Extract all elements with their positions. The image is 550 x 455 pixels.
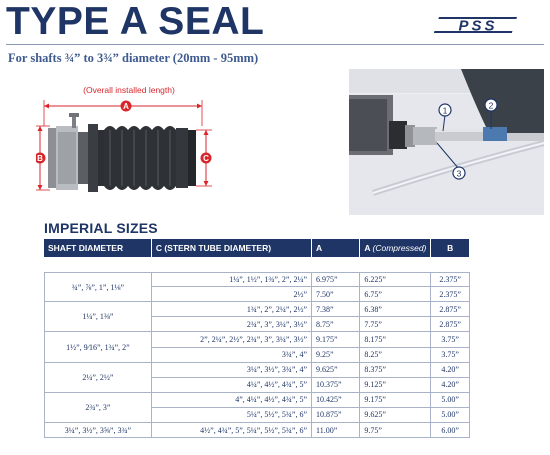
stern-cell: 2”, 2¼”, 2½”, 2¾”, 3”, 3¼”, 3½”: [152, 332, 312, 347]
a-compressed-cell: 8.375”: [360, 363, 431, 378]
stern-cell: 4”, 4¼”, 4½”, 4¾”, 5”: [152, 393, 312, 408]
stern-cell: 5¼”, 5½”, 5¾”, 6”: [152, 408, 312, 423]
callout-3-label: 3: [456, 168, 462, 179]
a-compressed-cell: 9.75”: [360, 423, 431, 438]
callout-2-label: 2: [488, 100, 494, 111]
a-compressed-cell: 9.125”: [360, 378, 431, 393]
a-compressed-cell: 9.175”: [360, 393, 431, 408]
page-title: TYPE A SEAL: [6, 0, 265, 43]
table-row: [44, 332, 470, 347]
a-compressed-note: (Compressed): [372, 243, 427, 253]
pss-logo: [434, 14, 518, 36]
table-row: [44, 423, 470, 438]
subtitle: For shafts ¾” to 3¾” diameter (20mm - 95mm): [8, 51, 259, 65]
b-cell: 4.20”: [431, 378, 470, 393]
table-row: [44, 272, 470, 287]
overall-length-label: (Overall installed length): [83, 86, 175, 95]
logo-text: PSS: [458, 17, 498, 35]
stern-cell: 1¼”, 1½”, 1¾”, 2”, 2¼”: [152, 272, 312, 287]
b-cell: 2.375”: [431, 287, 470, 302]
shaft-cell: 1¼”, 1⅜”: [44, 302, 152, 332]
b-cell: 3.75”: [431, 348, 470, 363]
a-cell: 9.175”: [312, 332, 360, 347]
a-compressed-cell: 7.75”: [360, 317, 431, 332]
table-row: [44, 302, 470, 317]
stern-cell: 3¼”, 3½”, 3¾”, 4”: [152, 363, 312, 378]
imperial-sizes-table: [44, 239, 470, 438]
table-header-row: [44, 239, 470, 257]
shaft-cell: 2¾”, 3”: [44, 393, 152, 423]
callout-1-label: 1: [442, 105, 448, 116]
b-cell: 4.20”: [431, 363, 470, 378]
a-compressed-cell: 8.175”: [360, 332, 431, 347]
a-cell: 10.875”: [312, 408, 360, 423]
a-compressed-header-label: A: [364, 243, 371, 253]
shaft-cell: ¾”, ⅞”, 1”, 1⅛”: [44, 272, 152, 302]
shaft-cell: 3¼”, 3½”, 3⅝”, 3¾”: [44, 423, 152, 438]
shaft-diameter-header: SHAFT DIAMETER: [44, 239, 152, 257]
title-divider: [6, 44, 544, 45]
stern-cell: 2¾”, 3”, 3¼”, 3½”: [152, 317, 312, 332]
dimension-c-label: C: [203, 154, 209, 163]
b-cell: 6.00”: [431, 423, 470, 438]
b-cell: 5.00”: [431, 393, 470, 408]
shaft-cell: 1½”, 9⁄16”, 1¾”, 2”: [44, 332, 152, 362]
imperial-sizes-title: IMPERIAL SIZES: [44, 220, 158, 236]
b-cell: 3.75”: [431, 332, 470, 347]
a-compressed-cell: 6.225”: [360, 272, 431, 287]
a-header-label: A: [316, 243, 323, 253]
dimension-b-label: B: [37, 154, 43, 163]
b-cell: 5.00”: [431, 408, 470, 423]
table-row: [44, 393, 470, 408]
stern-cell: 2½”: [152, 287, 312, 302]
b-cell: 2.875”: [431, 317, 470, 332]
b-cell: 2.375”: [431, 272, 470, 287]
stern-cell: 4½”, 4¾”, 5”, 5¼”, 5½”, 5¾”, 6”: [152, 423, 312, 438]
dimension-a-label: A: [123, 102, 129, 111]
a-compressed-cell: 8.25”: [360, 348, 431, 363]
a-compressed-header: [360, 239, 431, 257]
a-cell: 10.425”: [312, 393, 360, 408]
a-compressed-cell: 9.625”: [360, 408, 431, 423]
a-header: [312, 239, 360, 257]
seal-dimension-diagram: [36, 86, 222, 198]
a-cell: 7.38”: [312, 302, 360, 317]
a-cell: 6.975”: [312, 272, 360, 287]
stern-cell: 1¾”, 2”, 2¼”, 2½”: [152, 302, 312, 317]
stern-cell: 3¾”, 4”: [152, 348, 312, 363]
a-cell: 8.75”: [312, 317, 360, 332]
a-compressed-cell: 6.75”: [360, 287, 431, 302]
installed-seal-photo: [349, 69, 544, 215]
b-cell: 2.875”: [431, 302, 470, 317]
stern-tube-header: C (STERN TUBE DIAMETER): [152, 239, 312, 257]
a-cell: 11.00”: [312, 423, 360, 438]
a-cell: 10.375”: [312, 378, 360, 393]
shaft-cell: 2¼”, 2½”: [44, 363, 152, 393]
a-cell: 9.625”: [312, 363, 360, 378]
a-cell: 7.50”: [312, 287, 360, 302]
a-compressed-cell: 6.38”: [360, 302, 431, 317]
stern-cell: 4¼”, 4½”, 4¾”, 5”: [152, 378, 312, 393]
a-cell: 9.25”: [312, 348, 360, 363]
table-row: [44, 363, 470, 378]
b-header: B: [431, 239, 470, 257]
